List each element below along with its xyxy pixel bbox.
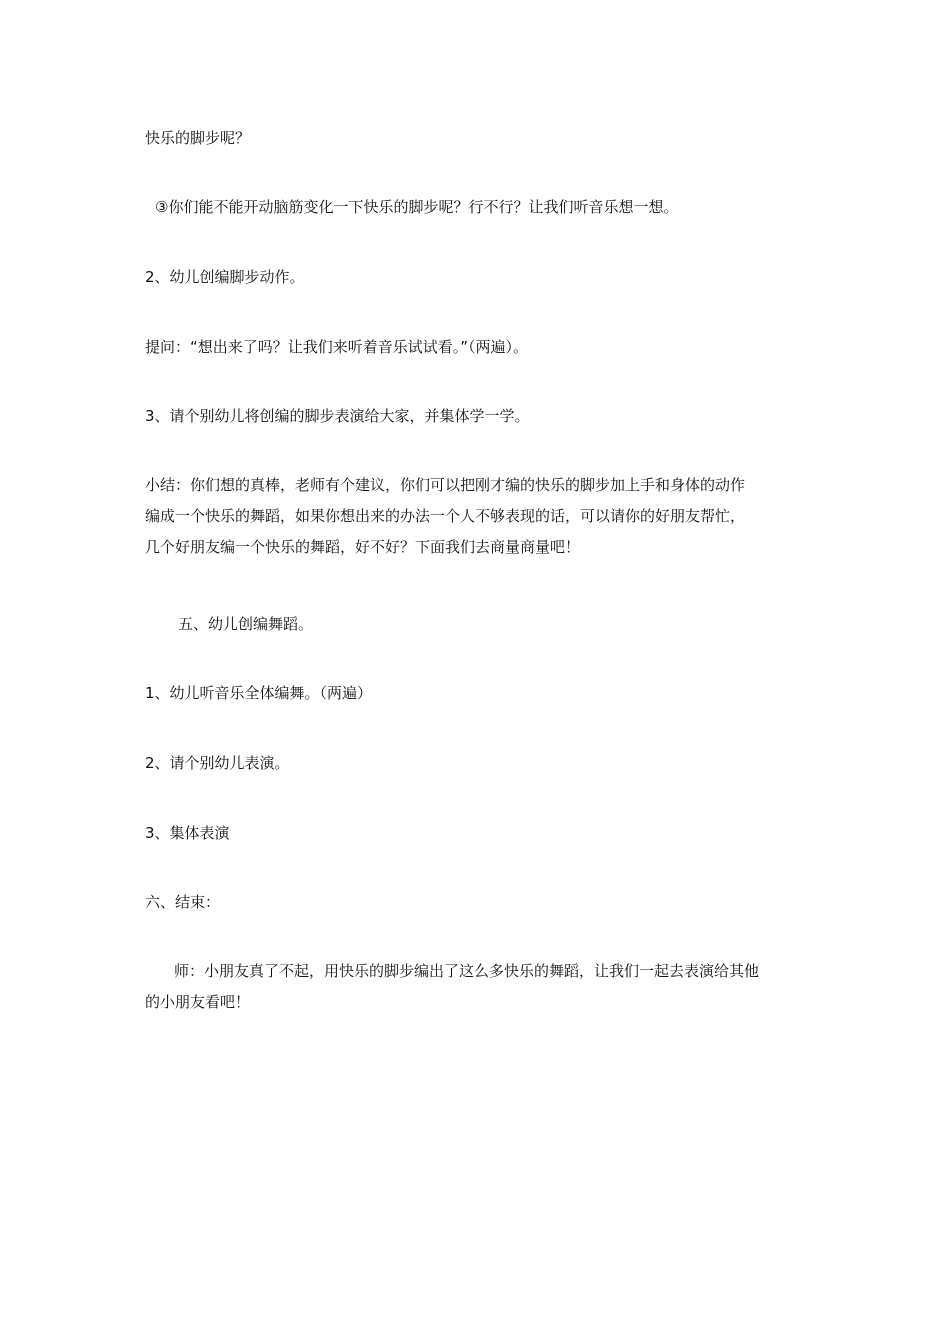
heading-step-3: 3、请个别幼儿将创编的脚步表演给大家，并集体学一学。 — [145, 407, 530, 425]
heading-step-1: 1、幼儿听音乐全体编舞。（两遍） — [145, 684, 373, 702]
section-heading-six: 六、结束： — [145, 893, 221, 911]
paragraph-question: 提问：“想出来了吗？让我们来听着音乐试试看。”（两遍）。 — [145, 338, 529, 356]
heading-step-3b: 3、集体表演 — [145, 824, 230, 842]
heading-step-2b: 2、请个别幼儿表演。 — [145, 754, 290, 772]
heading-step-2: 2、幼儿创编脚步动作。 — [145, 268, 305, 286]
paragraph-step-3-question: ③你们能不能开动脑筋变化一下快乐的脚步呢？行不行？让我们听音乐想一想。 — [155, 198, 679, 216]
section-heading-five: 五、幼儿创编舞蹈。 — [178, 615, 314, 633]
summary-line-1: 小结：你们想的真棒，老师有个建议，你们可以把刚才编的快乐的脚步加上手和身体的动作 — [145, 476, 746, 494]
summary-line-2: 编成一个快乐的舞蹈，如果你想出来的办法一个人不够表现的话，可以请你的好朋友帮忙， — [145, 507, 746, 525]
paragraph-closing — [145, 956, 815, 1018]
closing-line-2: 的小朋友看吧！ — [145, 993, 251, 1011]
paragraph-continuation: 快乐的脚步呢？ — [145, 129, 251, 147]
closing-line-1: 师：小朋友真了不起，用快乐的脚步编出了这么多快乐的舞蹈，让我们一起去表演给其他 — [174, 962, 760, 980]
paragraph-summary — [145, 470, 815, 563]
summary-line-3: 几个好朋友编一个快乐的舞蹈，好不好？下面我们去商量商量吧！ — [145, 538, 581, 556]
